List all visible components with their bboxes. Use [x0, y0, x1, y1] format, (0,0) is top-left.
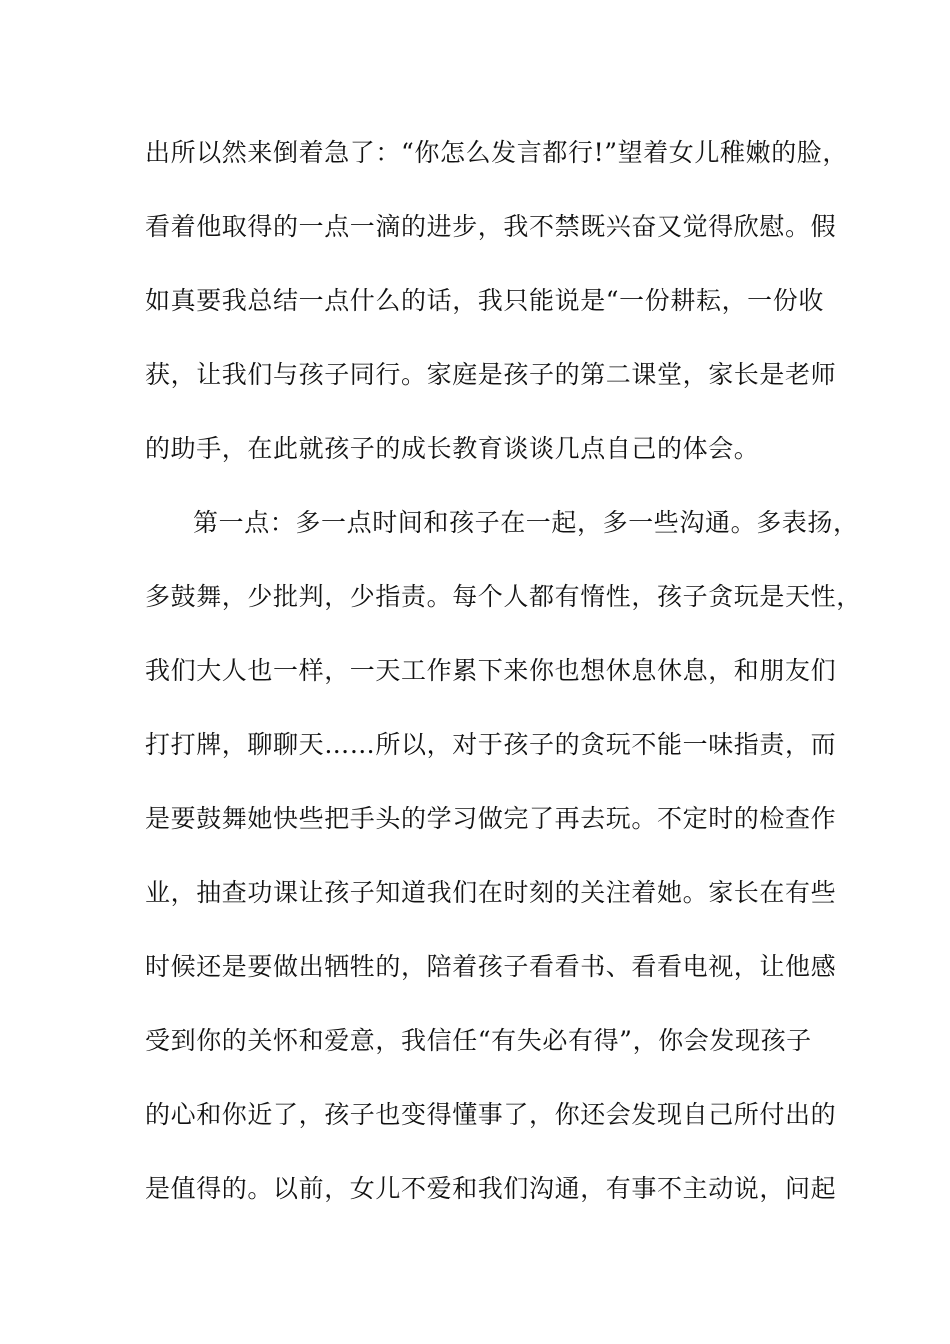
text-line-14: 的心和你近了，孩子也变得懂事了，你还会发现自己所付出的: [145, 1100, 837, 1129]
text-line-15: 是值得的。以前，女儿不爱和我们沟通，有事不主动说，问起: [145, 1174, 837, 1203]
paragraph-start-line: 第一点：多一点时间和孩子在一起，多一些沟通。多表扬，: [193, 508, 859, 537]
body-text: [145, 128, 862, 1238]
text-line-7: 多鼓舞，少批判，少指责。每个人都有惰性，孩子贪玩是天性，: [145, 582, 862, 611]
text-line-4: 获，让我们与孩子同行。家庭是孩子的第二课堂，家长是老师: [145, 360, 837, 389]
text-line-3: 如真要我总结一点什么的话，我只能说是“一份耕耘，一份收: [145, 286, 824, 315]
text-line-5: 的助手，在此就孩子的成长教育谈谈几点自己的体会。: [145, 434, 760, 463]
text-line-13: 受到你的关怀和爱意，我信任“有失必有得”，你会发现孩子: [145, 1026, 812, 1055]
text-line-8: 我们大人也一样，一天工作累下来你也想休息休息，和朋友们: [145, 656, 837, 685]
text-line-1: 出所以然来倒着急了：“你怎么发言都行!”望着女儿稚嫩的脸，: [145, 138, 849, 167]
text-line-11: 业，抽查功课让孩子知道我们在时刻的关注着她。家长在有些: [145, 878, 837, 907]
text-line-10: 是要鼓舞她快些把手头的学习做完了再去玩。不定时的检查作: [145, 804, 837, 833]
text-line-12: 时候还是要做出牺牲的，陪着孩子看看书、看看电视，让他感: [145, 952, 837, 981]
text-line-2: 看着他取得的一点一滴的进步，我不禁既兴奋又觉得欣慰。假: [145, 212, 837, 241]
text-line-9: 打打牌，聊聊天……所以，对于孩子的贪玩不能一味指责，而: [145, 730, 837, 759]
